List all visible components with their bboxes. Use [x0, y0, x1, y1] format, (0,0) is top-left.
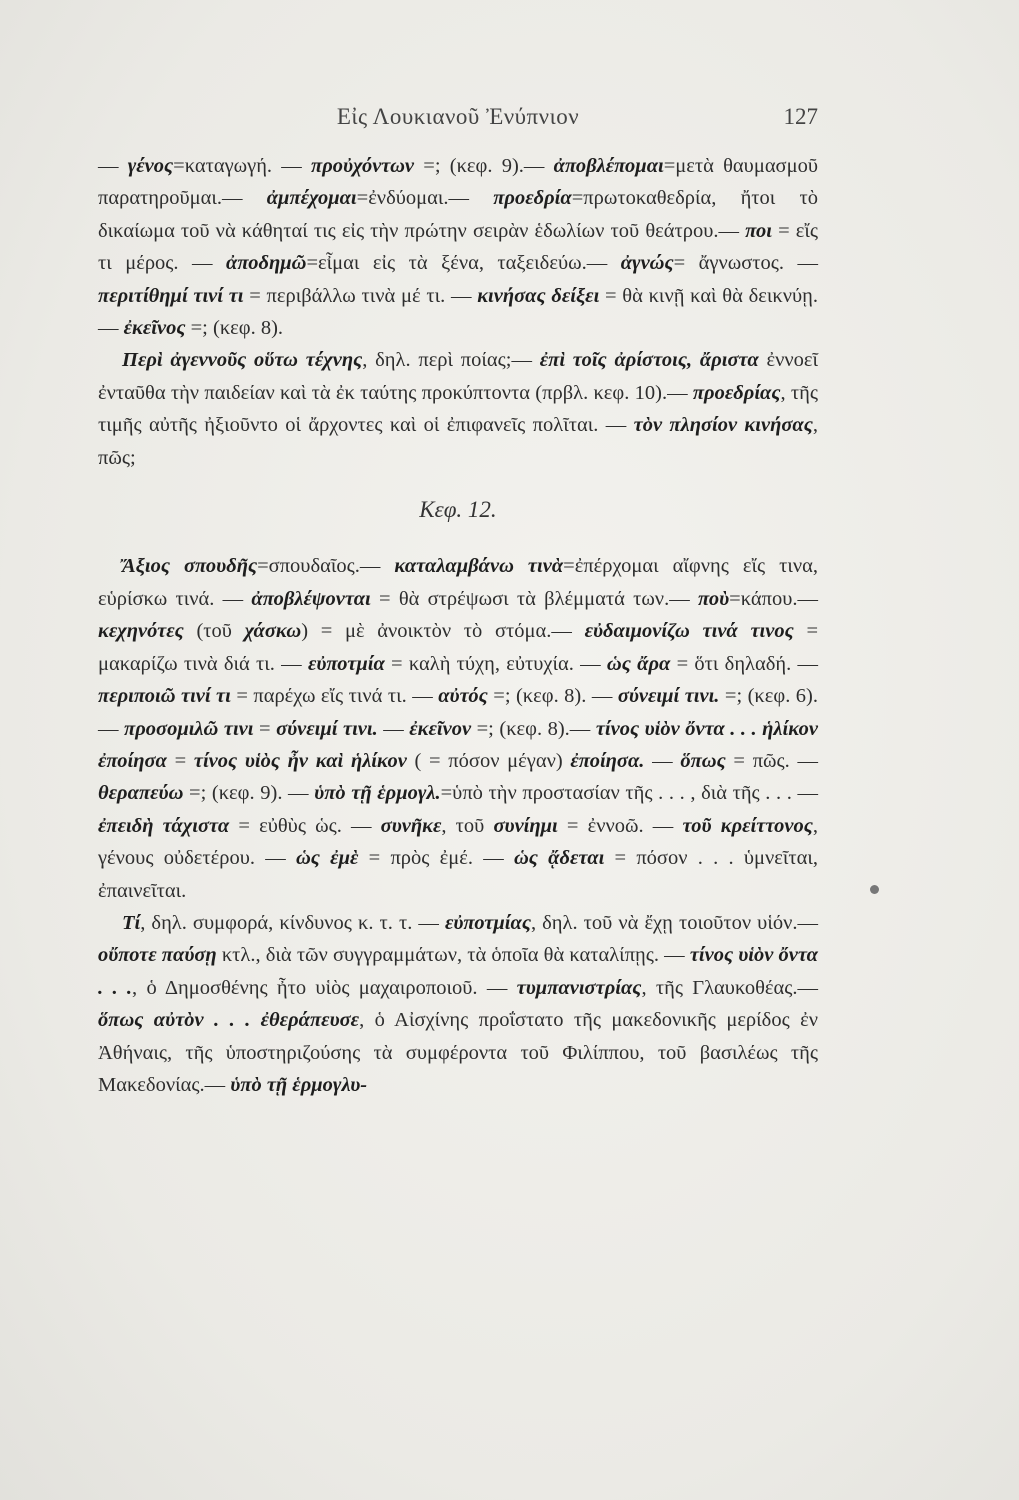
lemma-term: ἐπειδὴ τάχιστα — [98, 814, 230, 837]
lemma-term: τίνος υἱὸς ἦν καὶ ἡλίκον — [193, 749, 407, 772]
page-body — [98, 150, 818, 1101]
lemma-term: τυμπανιστρίας — [516, 976, 642, 999]
lemma-term: ἀμπέχομαι — [266, 187, 357, 210]
gloss-text: κτλ., διὰ τῶν συγγραμμάτων, τὰ ὁποῖα θὰ καταλίπῃς. — — [216, 944, 690, 967]
page-header — [98, 104, 818, 140]
gloss-text: , τῆς Γλαυκοθέας.— — [641, 976, 818, 999]
lemma-term: ὅπως — [680, 749, 726, 772]
lemma-term: καταλαμβάνω τινὰ — [394, 555, 564, 578]
gloss-text: = εἴς τι μέρος. — — [98, 219, 818, 275]
gloss-text: =καταγωγή. — — [173, 155, 312, 177]
lemma-term: Τί — [122, 911, 141, 934]
lemma-term: ὡς ᾄδεται — [513, 847, 605, 870]
lemma-term: ἐκεῖνον — [409, 717, 472, 740]
lemma-term: ἀγνώς — [620, 252, 674, 275]
gloss-text: =πρωτοκαθεδρία, ἤτοι τὸ δικαίωμα τοῦ νὰ κάθηταί τις εἰς τὴν πρώτην σειρὰν ἑδωλίων τοῦ θεάτρου.— — [98, 187, 818, 242]
gloss-text: =; (κεφ. 9).— — [414, 155, 554, 177]
gloss-text: (τοῦ — [183, 620, 245, 643]
lemma-term: συνῆκε — [380, 814, 442, 837]
lemma-term: ὑπὸ τῇ ἑρμογλυ- — [230, 1073, 368, 1096]
lemma-term: προσομιλῶ τινι — [124, 717, 254, 740]
gloss-text: = ἄγνωστος. — — [673, 252, 819, 275]
lemma-term: τίνος υἱὸν ὄντα . . . ἡλίκον ἐποίησα — [98, 717, 819, 772]
gloss-text: , δηλ. περὶ ποίας;— — [362, 349, 540, 372]
lemma-term: Ἄξιος σπουδῆς — [122, 555, 258, 578]
gloss-text: =ὑπὸ τὴν προστασίαν τῆς . . . , διὰ τῆς . . . — — [440, 782, 818, 805]
page-number: 127 — [783, 104, 818, 129]
lemma-term: ποὺ — [697, 587, 730, 610]
gloss-text: =ἐνδύομαι.— — [356, 187, 494, 210]
gloss-text: , δηλ. συμφορά, κίνδυνος κ. τ. τ. — — [140, 911, 445, 934]
gloss-text: , τοῦ — [441, 814, 494, 837]
gloss-text: =; (κεφ. 8). — — [487, 685, 618, 708]
lemma-term: περιτίθημί τινί τι — [98, 284, 244, 307]
gloss-text: ) = μὲ ἀνοικτὸν τὸ στόμα.— — [301, 620, 585, 643]
lemma-term: ποι — [745, 219, 772, 242]
gloss-text: =κάπου.— — [729, 587, 818, 610]
gloss-text: = εὐθὺς ὡς. — — [229, 814, 381, 837]
lemma-term: ἀποβλέπομαι — [553, 155, 664, 177]
lemma-term: χάσκω — [244, 620, 302, 643]
gloss-text: =; (κεφ. 6). — — [98, 685, 819, 740]
gloss-text: = πρὸς ἐμέ. — — [358, 847, 514, 870]
gloss-text: , τῆς τιμῆς αὐτῆς ἠξιοῦντο οἱ ἄρχοντες καὶ οἱ ἐπιφανεῖς πολῖται. — — [98, 381, 818, 437]
running-head: Εἰς Λουκιανοῦ Ἐνύπνιον — [336, 104, 580, 129]
lemma-term: αὐτός — [438, 685, 488, 708]
gloss-text: =μετὰ θαυμασμοῦ παρατηροῦμαι.— — [98, 155, 818, 210]
lemma-term: ὑπὸ τῇ ἑρμογλ. — [314, 782, 441, 805]
gloss-text: , γένους οὐδετέρου. — — [98, 814, 819, 870]
lemma-term: τοῦ κρείττονος — [682, 814, 813, 837]
gloss-text: =ἐπέρχομαι αἴφνης εἴς τινα, εὑρίσκω τινά. — — [98, 555, 818, 610]
gloss-text: = θὰ κινῇ καὶ θὰ δεικνύῃ. — — [98, 284, 818, 340]
lemma-term: γένος — [127, 155, 174, 177]
commentary-paragraph-1 — [98, 150, 818, 344]
lemma-term: συνίημι — [493, 814, 558, 837]
chapter-heading: Κεφ. 12. — [419, 497, 497, 523]
gloss-text: , ὁ Δημοσθένης ἦτο υἱὸς μαχαιροποιοῦ. — — [132, 976, 517, 999]
lemma-term: εὐποτμίας — [444, 911, 531, 934]
gloss-text: = — [253, 717, 277, 740]
lemma-term: σύνειμί τινι. — [617, 685, 720, 708]
gloss-text: , πῶς; — [98, 414, 818, 469]
gloss-text: = πόσον . . . ὑμνεῖται, ἐπαινεῖται. — [98, 847, 819, 902]
gloss-text: =; (κεφ. 8).— — [471, 717, 596, 740]
gloss-text: — — [377, 717, 410, 740]
gloss-text: =εἶμαι εἰς τὰ ξένα, ταξειδεύω.— — [306, 252, 621, 275]
lemma-term: ἐπὶ τοῖς ἀρίστοις, ἄριστα — [539, 349, 759, 372]
gloss-text: = ὅτι δηλαδή. — — [670, 652, 818, 675]
lemma-term: ὡς ἐμὲ — [295, 847, 359, 870]
lemma-term: τίνος υἱὸν ὄντα . . . — [98, 944, 819, 999]
lemma-term: ἀποδημῶ — [226, 252, 307, 275]
commentary-paragraph-2 — [98, 344, 818, 474]
lemma-term: προεδρία — [493, 187, 572, 210]
lemma-term: ἐποίησα. — [570, 749, 645, 772]
lemma-term: περιποιῶ τινί τι — [98, 685, 231, 708]
gloss-text: =; (κεφ. 9). — — [183, 782, 315, 805]
gloss-text: = μακαρίζω τινὰ διά τι. — — [98, 620, 819, 675]
lemma-term: προεδρίας — [692, 381, 781, 404]
lemma-term: ὡς ἄρα — [606, 652, 671, 675]
commentary-paragraph-4 — [98, 907, 818, 1101]
gloss-text: = περιβάλλω τινὰ μέ τι. — — [243, 284, 478, 307]
lemma-term: τὸν πλησίον κινήσας — [633, 414, 813, 437]
lemma-term: ἀποβλέψονται — [251, 587, 371, 610]
lemma-term: θεραπεύω — [98, 782, 184, 805]
lemma-term: Περὶ ἀγεννοῦς οὕτω τέχνης — [122, 349, 363, 372]
gloss-text: = ἐννοῶ. — — [557, 814, 683, 837]
lemma-term: εὐποτμία — [307, 652, 385, 675]
gloss-text: =; (κεφ. 8). — [185, 317, 284, 340]
lemma-term: προὐχόντων — [311, 155, 415, 177]
lemma-term: οὔποτε παύσῃ — [98, 944, 217, 967]
gloss-text: ἐννοεῖ ἐνταῦθα τὴν παιδείαν καὶ τὰ ἐκ ταύτης προκύπτοντα (πρβλ. κεφ. 10).— — [98, 349, 818, 404]
gloss-text: , δηλ. τοῦ νὰ ἔχῃ τοιοῦτον υἱόν.— — [530, 911, 818, 934]
lemma-term: κεχηνότες — [98, 620, 184, 643]
lemma-term: κινήσας δείξει — [477, 284, 600, 307]
gloss-text: — — [98, 155, 128, 177]
gloss-text: = — [166, 749, 194, 772]
gloss-text: = θὰ στρέψωσι τὰ βλέμματά των.— — [370, 587, 698, 610]
gloss-text: ( = πόσον μέγαν) — [406, 749, 571, 772]
gloss-text: — — [644, 749, 681, 772]
gloss-text: = πῶς. — — [725, 749, 818, 772]
gloss-text: = παρέχω εἴς τινά τι. — — [230, 685, 439, 708]
lemma-term: εὐδαιμονίζω τινά τινος — [584, 620, 794, 643]
gloss-text: =σπουδαῖος.— — [257, 555, 395, 578]
gloss-text: , ὁ Αἰσχίνης προΐστατο τῆς μακεδονικῆς μερίδος ἐν Ἀθήναις, τῆς ὑποστηριζούσης τὰ συμφέροντα τοῦ Φιλίππου, τοῦ βασιλέως τῆς Μακεδονίας.— — [98, 1009, 818, 1096]
lemma-term: σύνειμί τινι. — [276, 717, 378, 740]
gloss-text: = καλὴ τύχη, εὐτυχία. — — [384, 652, 607, 675]
lemma-term: ἐκεῖνος — [123, 317, 186, 340]
printed-dot-mark — [870, 885, 879, 894]
lemma-term: ὅπως αὐτὸν . . . ἐθεράπευσε — [98, 1009, 360, 1032]
commentary-paragraph-3 — [98, 550, 818, 906]
